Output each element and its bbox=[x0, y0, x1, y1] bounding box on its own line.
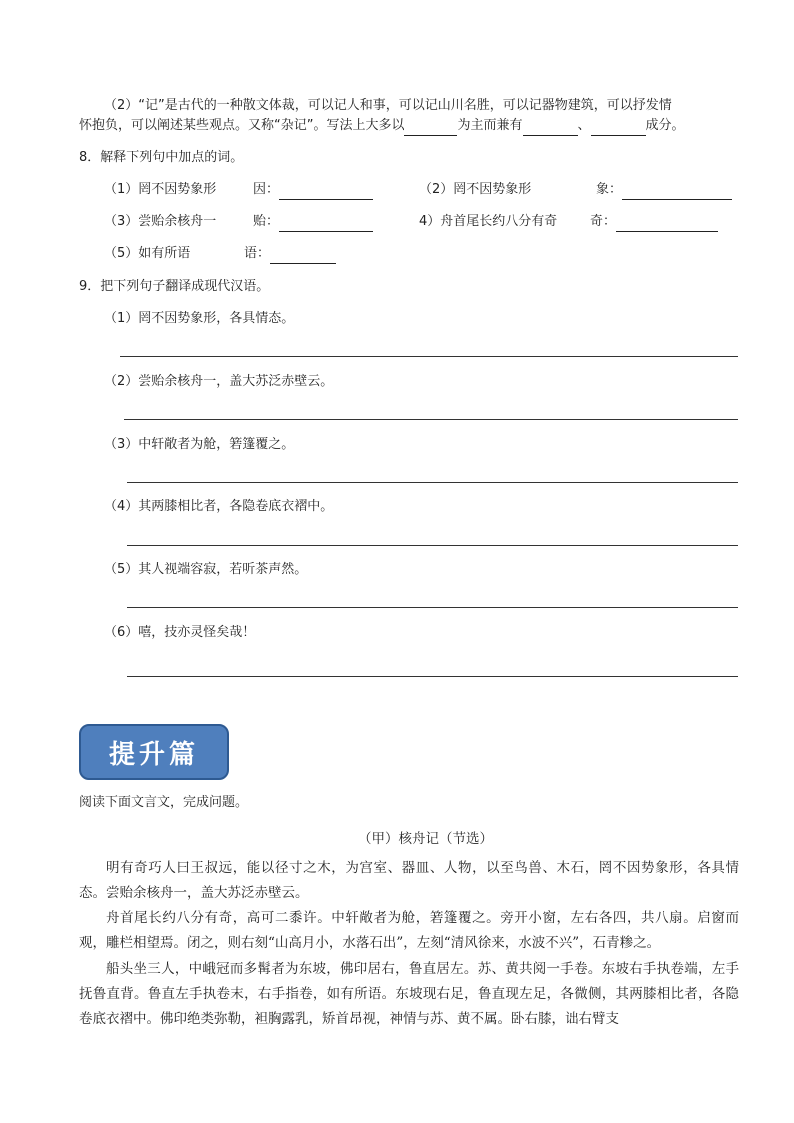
q7-2-line2 bbox=[79, 116, 685, 136]
q8-item-2 bbox=[419, 180, 531, 200]
fill-blank-3[interactable] bbox=[591, 120, 646, 136]
q8-item-sentence: 4）舟首尾长约八分有奇 bbox=[419, 214, 558, 229]
q7-2-text-c: 、 bbox=[577, 118, 591, 133]
answer-line[interactable] bbox=[127, 676, 738, 677]
q7-2-text-d: 成分。 bbox=[645, 118, 685, 133]
answer-line[interactable] bbox=[127, 482, 738, 483]
q8-item-1 bbox=[104, 180, 216, 200]
answer-blank[interactable] bbox=[270, 248, 336, 264]
reading-instruction: 阅读下面文言文，完成问题。 bbox=[79, 795, 249, 810]
q8-item-2-answer bbox=[596, 180, 732, 200]
q8-item-3 bbox=[104, 212, 216, 232]
q8-item-word: 因： bbox=[253, 182, 280, 197]
answer-line[interactable] bbox=[127, 607, 738, 608]
q7-2-text-a: 怀抱负，可以阐述某些观点。又称“杂记”。写法上大多以 bbox=[79, 118, 405, 133]
answer-line[interactable] bbox=[120, 356, 738, 357]
q8-item-5-answer bbox=[244, 244, 336, 264]
q9-item-3: （3）中轩敞者为舱，箬篷覆之。 bbox=[104, 437, 295, 452]
passage-paragraph-3: 船头坐三人，中峨冠而多髯者为东坡，佛印居右，鲁直居左。苏、黄共阅一手卷。东坡右手执卷端，左手抚鲁直背。鲁直左手执卷末，右手指卷，如有所语。东坡现右足，鲁直现左足，各微侧，其两膝相比者，各隐卷底衣褶中。佛印绝类弥勒，袒胸露乳，矫首昂视，神情与苏、黄不属。卧右膝，诎右臂支 bbox=[79, 961, 739, 1027]
q9-item-4: （4）其两膝相比者，各隐卷底衣褶中。 bbox=[104, 499, 334, 514]
passage-paragraph-1: 明有奇巧人曰王叔远，能以径寸之木，为宫室、器皿、人物，以至鸟兽、木石，罔不因势象形，各具情态。尝贻余核舟一，盖大苏泛赤壁云。 bbox=[79, 860, 739, 901]
q8-item-sentence: （2）罔不因势象形 bbox=[419, 182, 532, 197]
q8-item-4-answer bbox=[590, 212, 718, 232]
answer-blank[interactable] bbox=[616, 216, 718, 232]
q8-item-sentence: （3）尝贻余核舟一 bbox=[104, 214, 217, 229]
q8-item-word: 贻： bbox=[253, 214, 280, 229]
q8-item-word: 象： bbox=[596, 182, 623, 197]
q8-item-5 bbox=[104, 244, 190, 264]
q9-item-6: （6）嘻，技亦灵怪矣哉！ bbox=[104, 625, 256, 640]
q8-heading: 8．解释下列句中加点的词。 bbox=[79, 150, 244, 165]
fill-blank-2[interactable] bbox=[523, 120, 578, 136]
q8-item-sentence: （1）罔不因势象形 bbox=[104, 182, 217, 197]
q9-heading: 9．把下列句子翻译成现代汉语。 bbox=[79, 279, 270, 294]
answer-blank[interactable] bbox=[279, 216, 373, 232]
answer-blank[interactable] bbox=[279, 184, 373, 200]
passage-title: （甲）核舟记（节选） bbox=[358, 831, 493, 847]
q7-2-line1: （2）“记”是古代的一种散文体裁，可以记人和事，可以记山川名胜，可以记器物建筑，可以抒发情 bbox=[104, 98, 672, 113]
q8-item-3-answer bbox=[253, 212, 373, 232]
section-badge-label: 提升篇 bbox=[108, 739, 199, 770]
answer-line[interactable] bbox=[127, 545, 738, 546]
q9-item-5: （5）其人视端容寂，若听茶声然。 bbox=[104, 562, 308, 577]
q8-item-1-answer bbox=[253, 180, 373, 200]
section-badge bbox=[79, 724, 229, 780]
q8-item-4 bbox=[419, 212, 557, 232]
answer-blank[interactable] bbox=[622, 184, 732, 200]
q9-item-1: （1）罔不因势象形，各具情态。 bbox=[104, 311, 295, 326]
answer-line[interactable] bbox=[124, 419, 738, 420]
q7-2-text-b: 为主而兼有 bbox=[457, 118, 523, 133]
q8-item-word: 语： bbox=[244, 246, 271, 261]
q9-item-2: （2）尝贻余核舟一，盖大苏泛赤壁云。 bbox=[104, 374, 334, 389]
fill-blank-1[interactable] bbox=[404, 120, 457, 136]
passage-paragraph-2: 舟首尾长约八分有奇，高可二黍许。中轩敞者为舱，箬篷覆之。旁开小窗，左右各四，共八扇。启窗而观，雕栏相望焉。闭之，则右刻“山高月小，水落石出”，左刻“清风徐来，水波不兴”，石青糁之。 bbox=[79, 910, 739, 951]
q8-item-sentence: （5）如有所语 bbox=[104, 246, 191, 261]
q8-item-word: 奇： bbox=[590, 214, 617, 229]
